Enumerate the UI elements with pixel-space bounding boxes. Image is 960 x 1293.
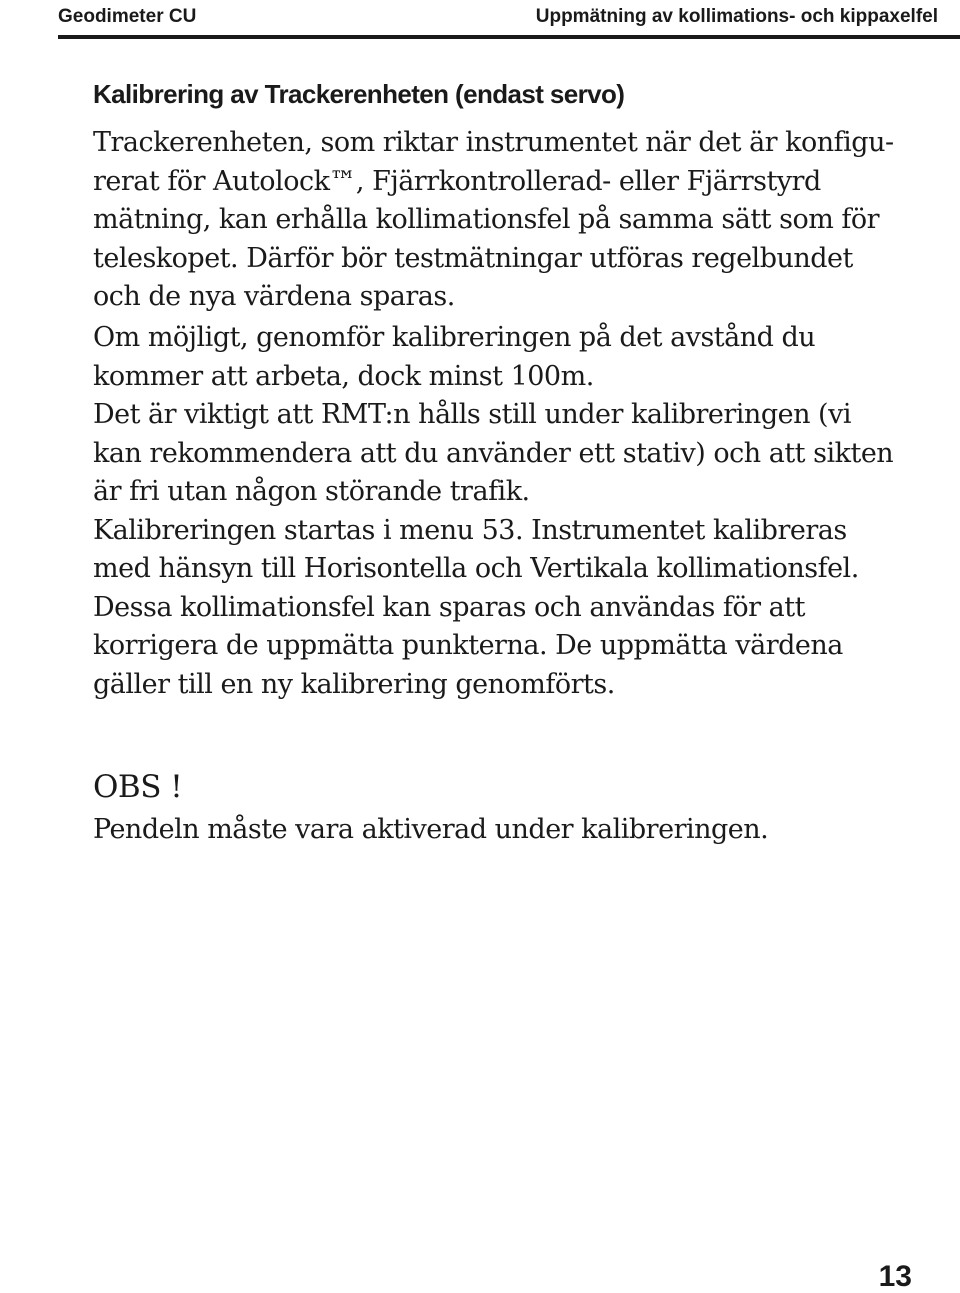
note-text: Pendeln måste vara aktiverad under kalibreringen. bbox=[93, 814, 769, 845]
header-divider bbox=[58, 35, 960, 39]
header-chapter-title: Uppmätning av kollimations- och kippaxelfel bbox=[535, 6, 938, 27]
text-line: Om möjligt, genomför kalibreringen på det avstånd du bbox=[93, 322, 816, 353]
section-heading: Kalibrering av Trackerenheten (endast servo) bbox=[93, 79, 625, 109]
text-line: är fri utan någon störande trafik. bbox=[93, 476, 530, 507]
text-line: mätning, kan erhålla kollimationsfel på samma sätt som för bbox=[93, 204, 880, 235]
text-line: Dessa kollimationsfel kan sparas och användas för att bbox=[93, 591, 805, 623]
text-line: gäller till en ny kalibrering genomförts. bbox=[93, 668, 615, 700]
text-line: och de nya värdena sparas. bbox=[93, 281, 455, 312]
text-line: Kalibreringen startas i menu 53. Instrumentet kalibreras bbox=[93, 514, 847, 546]
text-line: rerat för Autolock™, Fjärrkontrollerad- eller Fjärrstyrd bbox=[93, 165, 821, 197]
text-line: kommer att arbeta, dock minst 100m. bbox=[93, 360, 594, 392]
text-line: Det är viktigt att RMT:n hålls still under kalibreringen (vi bbox=[93, 399, 851, 430]
text-line: teleskopet. Därför bör testmätningar utföras regelbundet bbox=[93, 242, 853, 274]
paragraph-instructions bbox=[93, 319, 933, 704]
note-label: OBS ! bbox=[93, 769, 183, 805]
page-number: 13 bbox=[878, 1260, 912, 1293]
text-line: korrigera de uppmätta punkterna. De uppmätta värdena bbox=[93, 630, 843, 661]
running-header bbox=[58, 4, 938, 30]
text-line: kan rekommendera att du använder ett stativ) och att sikten bbox=[93, 437, 894, 469]
text-line: med hänsyn till Horisontella och Vertikala kollimationsfel. bbox=[93, 553, 859, 584]
text-line: Trackerenheten, som riktar instrumentet när det är konfigu- bbox=[93, 127, 894, 158]
paragraph-intro bbox=[93, 124, 933, 317]
header-document-title: Geodimeter CU bbox=[58, 6, 197, 27]
